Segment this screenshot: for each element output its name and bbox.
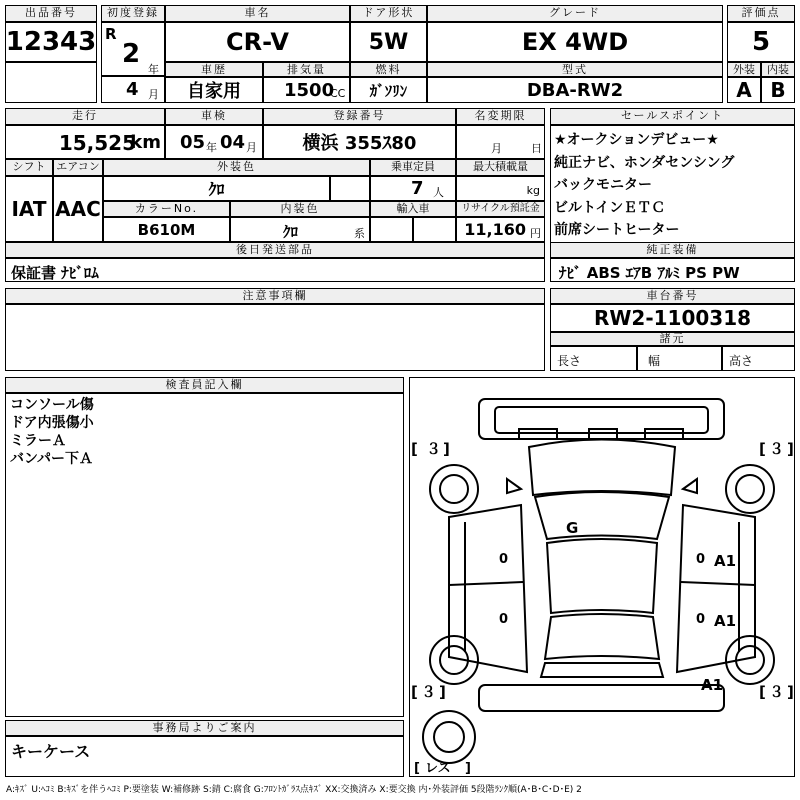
aircon-label: エアコン (53, 159, 103, 176)
displacement-cell (263, 77, 350, 103)
import-label: 輸入車 (370, 201, 456, 217)
sales-point: ★オークションデビュー★ (554, 132, 719, 148)
width-cell (637, 346, 722, 371)
bracket-right: ] (465, 761, 471, 776)
sales-point: バックモニター (554, 177, 652, 193)
first-reg-month-cell (101, 76, 165, 103)
equipment: ﾅﾋﾞ ABS ｴｱB ｱﾙﾐ PS PW (550, 258, 795, 282)
import-cell-b (413, 217, 456, 242)
mark-right-front-handle: 0 (696, 552, 706, 567)
sales-point: 前席シートヒーター (554, 222, 680, 238)
inspector-note: バンパー下Ａ (10, 451, 94, 467)
grade: EX 4WD (427, 22, 723, 62)
width-label: 幅 (648, 354, 661, 368)
mark-right-front-door: A1 (714, 552, 737, 570)
chassis-no: RW2-1100318 (550, 304, 795, 332)
max-load-unit: kg (526, 184, 540, 197)
rating-rear-right: ３ (769, 683, 785, 701)
name-change-label: 名変期限 (456, 108, 545, 125)
height-label: 高さ (729, 354, 754, 368)
bracket-left: [ (411, 683, 418, 701)
color-no-label: カラーNo. (103, 201, 230, 217)
first-reg-year: 2 (122, 39, 141, 69)
cc-unit: CC (330, 87, 346, 100)
reg-no-label: 登録番号 (263, 108, 456, 125)
ext-color-label: 外装色 (103, 159, 370, 176)
int-color-cell (230, 217, 370, 242)
bracket-right: ] (787, 683, 794, 701)
inspector-note: コンソール傷 (10, 397, 94, 413)
displacement: 1500 (284, 80, 335, 101)
lot-no: 12343 (5, 22, 97, 62)
first-reg-label: 初度登録 (101, 5, 165, 22)
spare-tire-label: レス (425, 761, 451, 776)
car-diagram (409, 377, 795, 777)
interior-grade: B (761, 77, 795, 103)
displacement-label: 排気量 (263, 62, 350, 77)
notes-box (5, 304, 545, 371)
shift: IAT (5, 176, 53, 242)
sales-points-box (550, 125, 795, 243)
km-unit: km (130, 132, 161, 153)
mark-rear-bumper: A1 (701, 676, 724, 694)
recycle-unit: 円 (530, 227, 541, 240)
equipment-label: 純正装備 (550, 242, 795, 258)
mark-left-front-door: 0 (499, 552, 509, 567)
capacity-label: 乗車定員 (370, 159, 456, 176)
inspection-cell (165, 125, 263, 159)
chassis-no-label: 車台番号 (550, 288, 795, 304)
shift-label: シフト (5, 159, 53, 176)
length-label: 長さ (557, 354, 582, 368)
specs-label: 諸元 (550, 332, 795, 346)
recycle: 11,160 (464, 220, 526, 239)
color-no: B610M (103, 217, 230, 242)
mark-windshield: G (566, 519, 579, 537)
car-name: CR-V (165, 22, 350, 62)
history: 自家用 (165, 77, 263, 103)
grade-label: グレード (427, 5, 723, 22)
interior-label: 内装 (761, 62, 795, 77)
mileage-label: 走行 (5, 108, 165, 125)
int-color-label: 内装色 (230, 201, 370, 217)
mileage: 15,525 (58, 131, 136, 155)
door-type-label: ドア形状 (350, 5, 427, 22)
bracket-left: [ (759, 683, 766, 701)
fuel: ｶﾞｿﾘﾝ (350, 77, 427, 103)
bracket-right: ] (439, 683, 446, 701)
car-name-label: 車名 (165, 5, 350, 22)
inspection-month: 04 (220, 132, 246, 153)
length-cell (550, 346, 637, 371)
legend: A:ｷｽﾞ U:ﾍｺﾐ B:ｷｽﾞを伴うﾍｺﾐ P:要塗装 W:補修跡 S:錆 C:腐食 G:ﾌﾛﾝﾄｶﾞﾗｽ点ｷｽﾞ XX:交換済み X:要交換 内･外装評価 5段階ﾗﾝｸ順(A･B･C･D･E) 2 (6, 785, 582, 795)
year-unit: 年 (148, 63, 159, 76)
name-change-month-unit: 月 (491, 142, 502, 155)
first-reg-month: 4 (126, 79, 139, 100)
inspector-notes-box (5, 393, 404, 717)
capacity: 7 (411, 178, 424, 199)
max-load-cell (456, 176, 545, 201)
exterior-label: 外装 (727, 62, 761, 77)
score-label: 評価点 (727, 5, 795, 22)
inspector-note: ミラーＡ (10, 433, 66, 449)
rating-rear-left: ３ (421, 683, 437, 701)
lot-no-label: 出品番号 (5, 5, 97, 22)
inspection-month-unit: 月 (246, 141, 257, 154)
reg-no: 横浜 355ｽ80 (263, 125, 456, 159)
ext-color: ｸﾛ (103, 176, 330, 201)
mark-left-rear-door: 0 (499, 612, 509, 627)
bracket-left: [ (414, 761, 420, 776)
office-label: 事務局よりご案内 (5, 720, 404, 736)
rating-front-right: ３ (769, 440, 785, 458)
era: R (105, 25, 117, 43)
notes-label: 注意事項欄 (5, 288, 545, 304)
int-color-unit: 系 (354, 227, 365, 240)
month-unit: 月 (148, 88, 159, 101)
ext-color-blank (330, 176, 370, 201)
inspector-note: ドア内張傷小 (10, 415, 94, 431)
sales-points-label: セールスポイント (550, 108, 795, 125)
score: 5 (727, 22, 795, 62)
model-label: 型式 (427, 62, 723, 77)
name-change-day-unit: 日 (531, 142, 542, 155)
mark-right-rear-door: A1 (714, 612, 737, 630)
later-items: 保証書 ﾅﾋﾞﾛﾑ (5, 258, 545, 282)
history-label: 車歴 (165, 62, 263, 77)
height-cell (722, 346, 795, 371)
lot-no-blank (5, 62, 97, 103)
mark-right-rear-handle: 0 (696, 612, 706, 627)
first-reg-year-cell (101, 22, 165, 76)
sales-point: ビルトインＥＴＣ (554, 199, 666, 216)
recycle-label: リサイクル預託金 (456, 201, 545, 217)
office-message: キーケース (5, 736, 404, 777)
mileage-cell (5, 125, 165, 159)
model: DBA-RW2 (427, 77, 723, 103)
inspection-label: 車検 (165, 108, 263, 125)
capacity-cell (370, 176, 456, 201)
inspection-year: 05 (180, 132, 206, 153)
max-load-label: 最大積載量 (456, 159, 545, 176)
door-type: 5W (350, 22, 427, 62)
bracket-right: ] (787, 440, 794, 458)
int-color: ｸﾛ (283, 223, 299, 241)
import-cell-a (370, 217, 413, 242)
aircon: AAC (53, 176, 103, 242)
fuel-label: 燃料 (350, 62, 427, 77)
bracket-left: [ (411, 440, 418, 458)
sales-point: 純正ナビ、ホンダセンシング (554, 154, 735, 171)
recycle-cell (456, 217, 545, 242)
inspection-year-unit: 年 (206, 141, 217, 154)
bracket-right: ] (443, 440, 450, 458)
name-change-cell (456, 125, 545, 159)
later-items-label: 後日発送部品 (5, 242, 545, 258)
inspector-label: 検査員記入欄 (5, 377, 404, 393)
bracket-left: [ (759, 440, 766, 458)
capacity-unit: 人 (433, 186, 444, 199)
exterior-grade: A (727, 77, 761, 103)
rating-front-left: ３ (426, 440, 442, 458)
